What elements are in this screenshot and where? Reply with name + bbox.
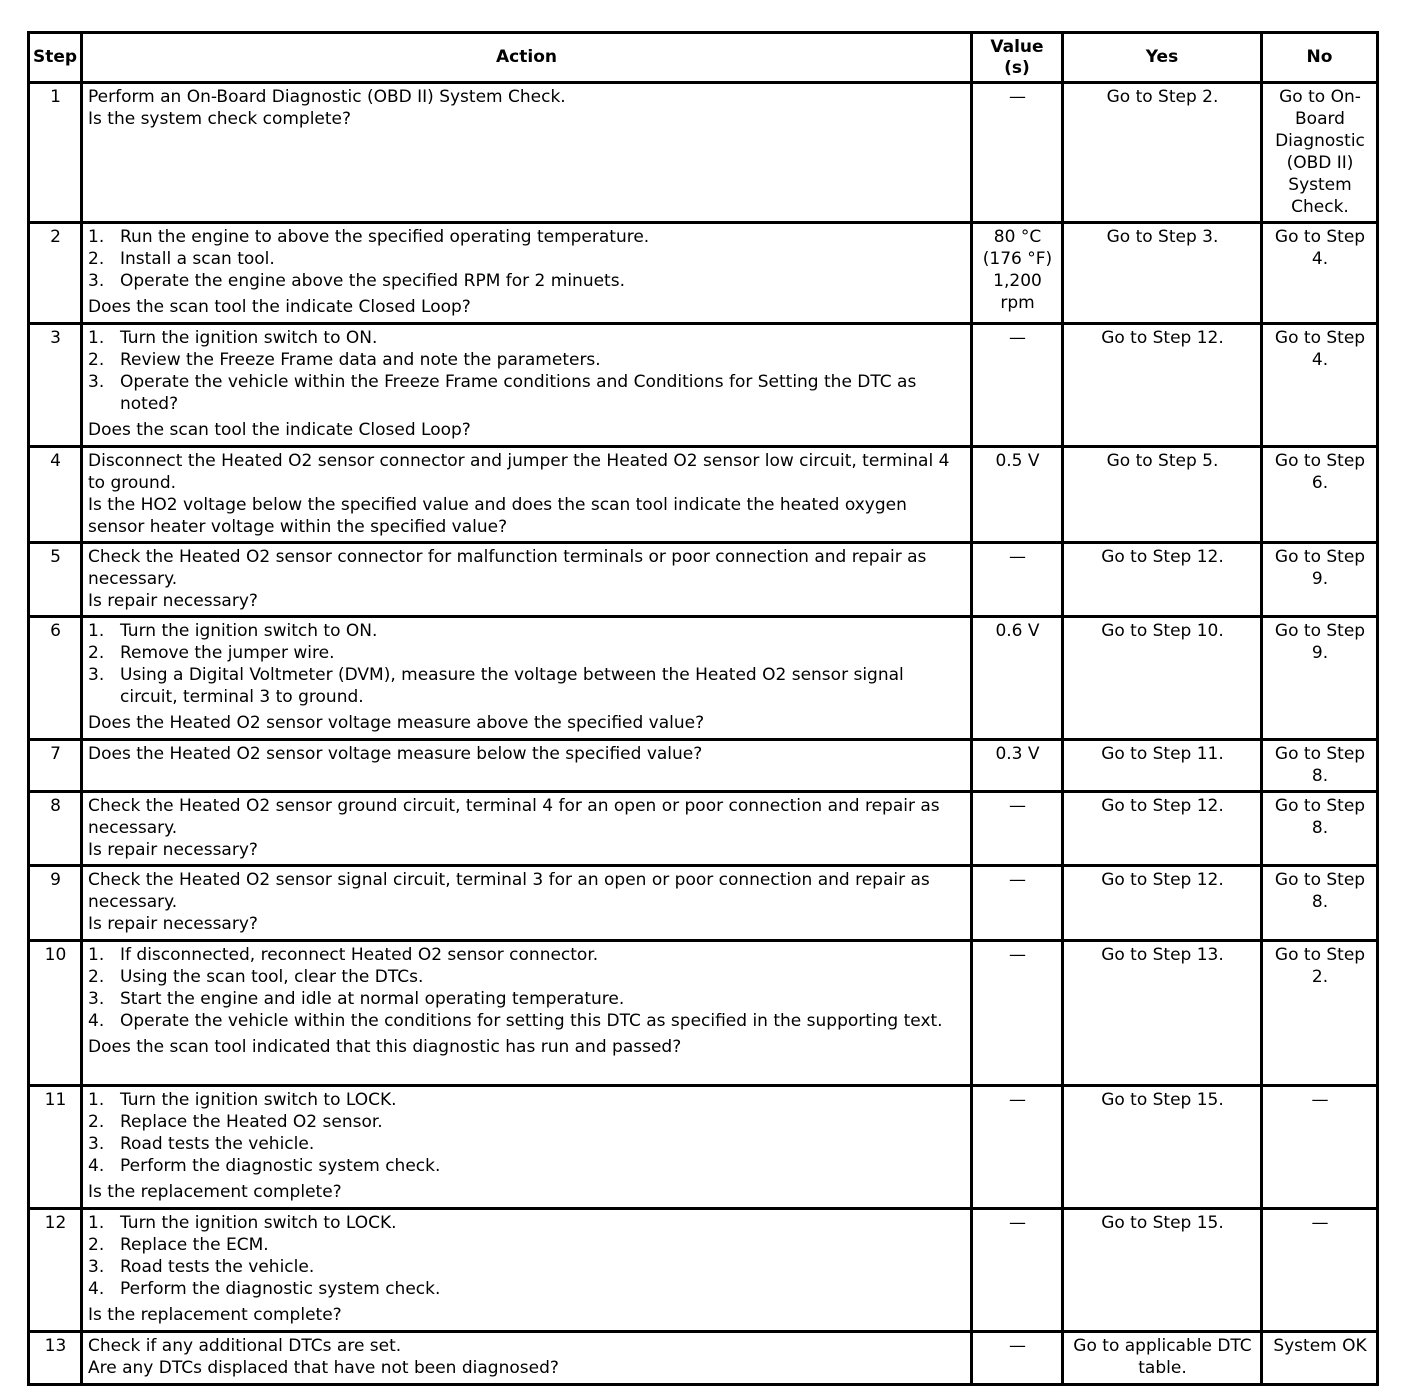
action-step-item: [88, 1010, 966, 1032]
table-row: [29, 83, 1378, 223]
action-step-text: Operate the engine above the specified RPM for 2 minuets.: [120, 271, 625, 291]
action-step-item: [88, 1278, 966, 1300]
action-step-number: 4.: [88, 1156, 105, 1176]
no-cell: Go to Step 2.: [1262, 941, 1378, 1086]
action-text: Is the system check complete?: [88, 109, 352, 129]
action-step-text: Replace the ECM.: [120, 1235, 269, 1255]
table-row: [29, 740, 1378, 792]
action-step-number: 3.: [88, 665, 105, 685]
action-step-item: [88, 349, 966, 371]
table-row: [29, 1086, 1378, 1209]
action-step-text: Install a scan tool.: [120, 249, 275, 269]
step-cell: 8: [29, 792, 82, 866]
action-step-list: [88, 1212, 966, 1300]
no-cell: Go to Step 8.: [1262, 792, 1378, 866]
yes-cell: Go to Step 2.: [1063, 83, 1262, 223]
action-cell: [82, 792, 972, 866]
action-text: Is repair necessary?: [88, 591, 258, 611]
action-text: Check the Heated O2 sensor ground circuit, terminal 4 for an open or poor connection and repair as necessary.: [88, 796, 940, 838]
action-step-number: 1.: [88, 1090, 105, 1110]
yes-cell: Go to Step 12.: [1063, 543, 1262, 617]
action-step-number: 2.: [88, 249, 105, 269]
yes-cell: Go to Step 12.: [1063, 324, 1262, 447]
action-step-number: 2.: [88, 1235, 105, 1255]
action-step-item: [88, 966, 966, 988]
action-step-item: [88, 1212, 966, 1234]
action-step-text: Perform the diagnostic system check.: [120, 1156, 441, 1176]
action-question: Does the Heated O2 sensor voltage measure above the specified value?: [88, 713, 705, 733]
step-cell: 4: [29, 447, 82, 543]
step-cell: 7: [29, 740, 82, 792]
action-text: Is the HO2 voltage below the specified value and does the scan tool indicate the heated oxygen sensor heater voltage within the specified value?: [88, 495, 907, 537]
header-no: No: [1262, 33, 1378, 83]
action-cell: [82, 866, 972, 941]
action-step-number: 1.: [88, 621, 105, 641]
action-cell: [82, 740, 972, 792]
action-step-number: 3.: [88, 372, 105, 392]
action-text: Does the Heated O2 sensor voltage measure below the specified value?: [88, 744, 703, 764]
table-row: [29, 447, 1378, 543]
action-text: Perform an On-Board Diagnostic (OBD II) System Check.: [88, 87, 566, 107]
action-cell: [82, 1332, 972, 1385]
action-step-text: Using the scan tool, clear the DTCs.: [120, 967, 424, 987]
table-row: [29, 1332, 1378, 1385]
action-step-number: 1.: [88, 945, 105, 965]
action-step-number: 3.: [88, 1134, 105, 1154]
value-cell: 0.5 V: [972, 447, 1063, 543]
action-cell: [82, 83, 972, 223]
table-row: [29, 866, 1378, 941]
action-step-text: Operate the vehicle within the conditions for setting this DTC as specified in the supporting text.: [120, 1011, 943, 1031]
action-step-item: [88, 1111, 966, 1133]
action-question: Does the scan tool the indicate Closed Loop?: [88, 297, 471, 317]
action-step-text: Operate the vehicle within the Freeze Frame conditions and Conditions for Setting the DTC as noted?: [120, 372, 917, 414]
yes-cell: Go to Step 12.: [1063, 866, 1262, 941]
action-step-text: Turn the ignition switch to ON.: [120, 328, 378, 348]
diagnostic-table: [27, 31, 1379, 1386]
action-step-item: [88, 248, 966, 270]
no-cell: Go to Step 6.: [1262, 447, 1378, 543]
action-cell: [82, 543, 972, 617]
action-cell: [82, 941, 972, 1086]
value-cell: 80 °C (176 °F) 1,200 rpm: [972, 223, 1063, 324]
yes-cell: Go to Step 12.: [1063, 792, 1262, 866]
no-cell: Go to On-Board Diagnostic (OBD II) System Check.: [1262, 83, 1378, 223]
step-cell: 12: [29, 1209, 82, 1332]
action-step-number: 2.: [88, 967, 105, 987]
no-cell: System OK: [1262, 1332, 1378, 1385]
action-question: Is the replacement complete?: [88, 1305, 342, 1325]
header-value: Value (s): [972, 33, 1063, 83]
action-text: Are any DTCs displaced that have not been diagnosed?: [88, 1358, 559, 1378]
header-action: Action: [82, 33, 972, 83]
value-cell: —: [972, 1086, 1063, 1209]
action-step-item: [88, 664, 966, 708]
value-cell: 0.3 V: [972, 740, 1063, 792]
action-step-item: [88, 327, 966, 349]
header-step: Step: [29, 33, 82, 83]
action-step-number: 1.: [88, 328, 105, 348]
yes-cell: Go to Step 10.: [1063, 617, 1262, 740]
action-question: Does the scan tool indicated that this diagnostic has run and passed?: [88, 1037, 682, 1057]
value-cell: 0.6 V: [972, 617, 1063, 740]
action-step-number: 3.: [88, 271, 105, 291]
action-step-text: Using a Digital Voltmeter (DVM), measure the voltage between the Heated O2 sensor signal circuit, terminal 3 to ground.: [120, 665, 904, 707]
no-cell: Go to Step 8.: [1262, 740, 1378, 792]
action-text: Check the Heated O2 sensor connector for malfunction terminals or poor connection and repair as necessary.: [88, 547, 927, 589]
no-cell: Go to Step 8.: [1262, 866, 1378, 941]
action-step-text: Turn the ignition switch to LOCK.: [120, 1090, 397, 1110]
action-step-text: Turn the ignition switch to LOCK.: [120, 1213, 397, 1233]
yes-cell: Go to Step 15.: [1063, 1209, 1262, 1332]
action-step-list: [88, 226, 966, 292]
action-step-text: If disconnected, reconnect Heated O2 sensor connector.: [120, 945, 599, 965]
value-cell: —: [972, 1332, 1063, 1385]
action-step-text: Review the Freeze Frame data and note the parameters.: [120, 350, 601, 370]
step-cell: 6: [29, 617, 82, 740]
action-step-list: [88, 944, 966, 1032]
value-cell: —: [972, 866, 1063, 941]
action-step-number: 1.: [88, 227, 105, 247]
action-step-text: Run the engine to above the specified operating temperature.: [120, 227, 650, 247]
no-cell: —: [1262, 1209, 1378, 1332]
action-step-item: [88, 1089, 966, 1111]
yes-cell: Go to Step 11.: [1063, 740, 1262, 792]
step-cell: 2: [29, 223, 82, 324]
action-cell: [82, 617, 972, 740]
no-cell: Go to Step 4.: [1262, 324, 1378, 447]
action-cell: [82, 1086, 972, 1209]
action-step-text: Start the engine and idle at normal operating temperature.: [120, 989, 625, 1009]
action-cell: [82, 447, 972, 543]
action-text: Check if any additional DTCs are set.: [88, 1336, 402, 1356]
action-cell: [82, 223, 972, 324]
action-step-item: [88, 642, 966, 664]
action-step-number: 2.: [88, 643, 105, 663]
action-step-text: Remove the jumper wire.: [120, 643, 335, 663]
yes-cell: Go to Step 3.: [1063, 223, 1262, 324]
value-cell: —: [972, 543, 1063, 617]
action-step-text: Road tests the vehicle.: [120, 1134, 315, 1154]
action-text: Is repair necessary?: [88, 840, 258, 860]
action-text: Is repair necessary?: [88, 914, 258, 934]
step-cell: 11: [29, 1086, 82, 1209]
action-step-item: [88, 270, 966, 292]
yes-cell: Go to Step 5.: [1063, 447, 1262, 543]
table-body: [29, 83, 1378, 1385]
action-step-text: Turn the ignition switch to ON.: [120, 621, 378, 641]
yes-cell: Go to applicable DTC table.: [1063, 1332, 1262, 1385]
action-question: Does the scan tool the indicate Closed Loop?: [88, 420, 471, 440]
step-cell: 5: [29, 543, 82, 617]
no-cell: —: [1262, 1086, 1378, 1209]
table-row: [29, 941, 1378, 1086]
action-cell: [82, 324, 972, 447]
header-yes: Yes: [1063, 33, 1262, 83]
action-step-item: [88, 988, 966, 1010]
step-cell: 1: [29, 83, 82, 223]
action-step-text: Road tests the vehicle.: [120, 1257, 315, 1277]
table-row: [29, 543, 1378, 617]
action-text: Check the Heated O2 sensor signal circuit, terminal 3 for an open or poor connection and repair as necessary.: [88, 870, 930, 912]
action-step-item: [88, 1155, 966, 1177]
table-row: [29, 223, 1378, 324]
value-cell: —: [972, 324, 1063, 447]
action-step-item: [88, 371, 966, 415]
no-cell: Go to Step 9.: [1262, 543, 1378, 617]
action-text: Disconnect the Heated O2 sensor connector and jumper the Heated O2 sensor low circuit, terminal 4 to ground.: [88, 451, 950, 493]
table-row: [29, 324, 1378, 447]
action-step-number: 2.: [88, 350, 105, 370]
action-step-number: 2.: [88, 1112, 105, 1132]
action-question: Is the replacement complete?: [88, 1182, 342, 1202]
action-step-number: 3.: [88, 1257, 105, 1277]
step-cell: 10: [29, 941, 82, 1086]
action-step-list: [88, 1089, 966, 1177]
yes-cell: Go to Step 15.: [1063, 1086, 1262, 1209]
action-step-number: 4.: [88, 1279, 105, 1299]
action-step-item: [88, 1133, 966, 1155]
header-row: [29, 33, 1378, 83]
table-row: [29, 617, 1378, 740]
value-cell: —: [972, 83, 1063, 223]
action-step-number: 1.: [88, 1213, 105, 1233]
action-step-item: [88, 944, 966, 966]
step-cell: 13: [29, 1332, 82, 1385]
step-cell: 3: [29, 324, 82, 447]
step-cell: 9: [29, 866, 82, 941]
action-step-list: [88, 327, 966, 415]
no-cell: Go to Step 9.: [1262, 617, 1378, 740]
action-step-item: [88, 620, 966, 642]
yes-cell: Go to Step 13.: [1063, 941, 1262, 1086]
value-cell: —: [972, 792, 1063, 866]
action-step-number: 4.: [88, 1011, 105, 1031]
value-cell: —: [972, 1209, 1063, 1332]
action-step-item: [88, 1256, 966, 1278]
action-step-item: [88, 226, 966, 248]
action-step-list: [88, 620, 966, 708]
value-cell: —: [972, 941, 1063, 1086]
action-step-item: [88, 1234, 966, 1256]
no-cell: Go to Step 4.: [1262, 223, 1378, 324]
action-cell: [82, 1209, 972, 1332]
action-step-number: 3.: [88, 989, 105, 1009]
action-step-text: Replace the Heated O2 sensor.: [120, 1112, 383, 1132]
table-row: [29, 792, 1378, 866]
action-step-text: Perform the diagnostic system check.: [120, 1279, 441, 1299]
table-row: [29, 1209, 1378, 1332]
